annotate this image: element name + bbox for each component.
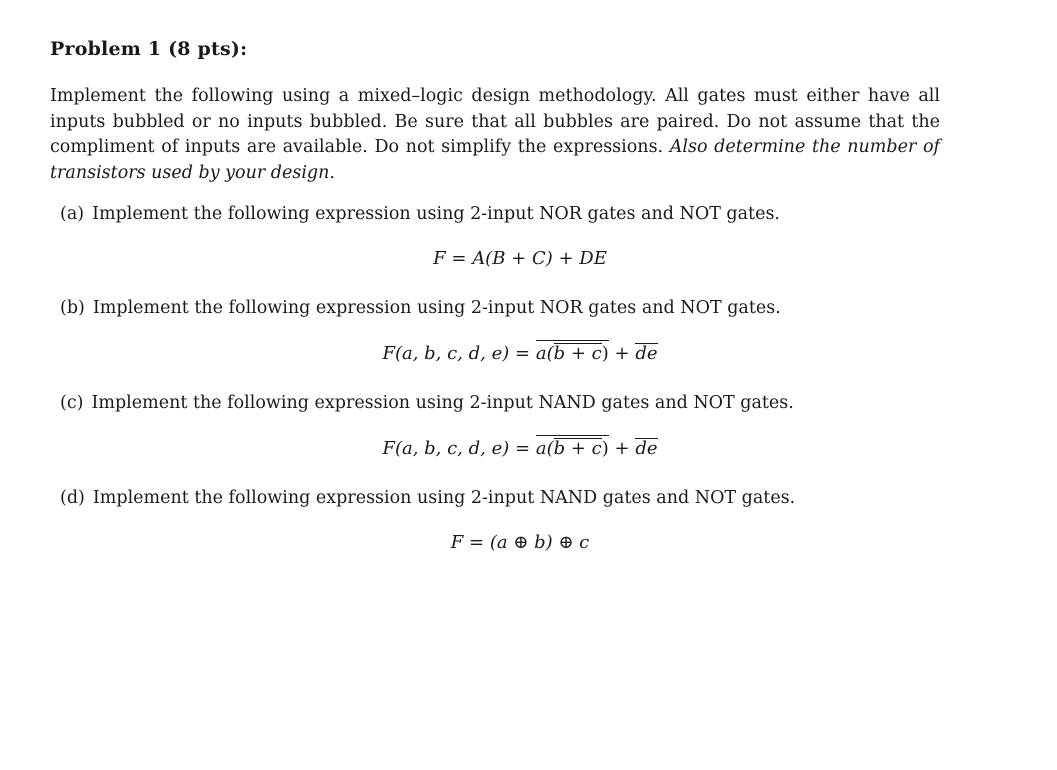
intro-emphasis: Also determine the number of transistors used by your design. [50,137,940,183]
part-b-text: Implement the following expression using 2-input NOR gates and NOT gates. [92,298,781,318]
part-b-plus: + [614,343,630,364]
part-c-term2: de [635,438,658,459]
part-a-label: (a) [60,204,85,224]
part-c-prompt [60,391,940,415]
part-b [50,296,940,367]
part-a [50,202,940,272]
part-b-term2: de [635,343,658,364]
part-d [50,486,940,556]
part-c-term1-inner: b + c [553,438,602,459]
part-c-label: (c) [60,393,84,413]
part-c-term1-overbar [536,435,609,459]
part-a-rhs: A(B + C) + DE [472,248,607,269]
part-d-text: Implement the following expression using 2-input NAND gates and NOT gates. [92,488,796,508]
part-c-equation [60,435,940,462]
part-b-equals: = [515,343,531,364]
part-a-equals: = [451,248,467,269]
part-d-equals: = [468,532,485,553]
part-b-lhs: F(a, b, c, d, e) [382,343,510,364]
part-d-rhs: (a ⊕ b) ⊕ c [489,532,590,553]
part-c [50,391,940,462]
part-c-plus: + [614,438,630,459]
part-b-term1-prefix: a( [535,343,554,364]
part-c-text: Implement the following expression using 2-input NAND gates and NOT gates. [91,393,794,413]
part-b-term1-inner: b + c [553,343,602,364]
part-d-lhs: F [450,532,464,553]
part-c-equals: = [515,438,531,459]
part-d-label: (d) [60,488,85,508]
problem-page [50,38,940,580]
part-a-prompt [60,202,940,226]
part-a-lhs: F [433,248,446,269]
part-b-term1-overbar [536,340,609,364]
part-d-prompt [60,486,940,510]
part-a-text: Implement the following expression using 2-input NOR gates and NOT gates. [92,204,780,224]
part-c-term1-suffix: ) [601,438,609,459]
part-b-prompt [60,296,940,320]
part-d-equation [60,530,940,556]
part-b-label: (b) [60,298,85,318]
part-b-equation [60,340,940,367]
part-a-equation [60,246,940,272]
problem-title: Problem 1 (8 pts): [50,38,248,60]
part-b-term1-suffix: ) [601,343,609,364]
parts-list [50,202,940,556]
part-c-lhs: F(a, b, c, d, e) [382,438,510,459]
intro-text: Implement the following using a mixed–logic design methodology. All gates must either have all inputs bubbled or no inputs bubbled. Be sure that all bubbles are paired. Do not assume that the compliment of inputs are available. Do not simplify the expressions. [50,86,940,157]
problem-intro [50,84,940,186]
part-c-term1-prefix: a( [535,438,554,459]
